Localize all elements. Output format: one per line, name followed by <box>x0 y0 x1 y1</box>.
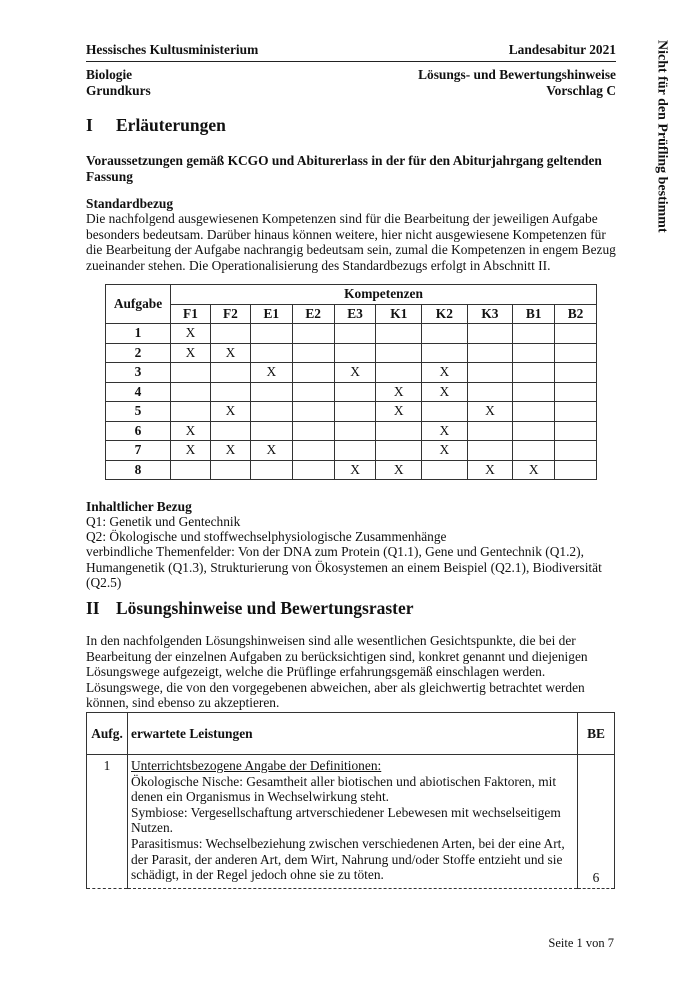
competence-cell <box>250 460 292 480</box>
header-divider <box>86 61 616 62</box>
competence-column-header: K2 <box>422 304 468 324</box>
competence-cell: X <box>210 441 250 461</box>
competence-cell <box>555 363 597 383</box>
col-points-header: BE <box>578 713 615 755</box>
content-fields: verbindliche Themenfelder: Von der DNA zum Protein (Q1.1), Gene und Gentechnik (Q1.2), Humangenetik (Q1.3), Strukturierung von Ökosystemen an einem Beispiel (Q2.1), Biodiversität (Q2.5) <box>86 544 602 591</box>
side-note: Nicht für den Prüfling bestimmt <box>654 40 670 233</box>
competence-cell <box>376 343 422 363</box>
competence-cell: X <box>513 460 555 480</box>
task-number: 5 <box>106 402 171 422</box>
solution-table-header <box>87 713 615 755</box>
competence-cell <box>467 441 513 461</box>
task-column-header: Aufgabe <box>106 285 171 324</box>
competence-cell <box>334 441 376 461</box>
competence-cell: X <box>334 460 376 480</box>
prerequisites: Voraussetzungen gemäß KCGO und Abiturerlass in der für den Abiturjahrgang geltenden Fassung <box>86 153 602 184</box>
task-number: 4 <box>106 382 171 402</box>
col-expected-header: erwartete Leistungen <box>128 713 578 755</box>
competence-cell <box>555 382 597 402</box>
competence-cell <box>376 421 422 441</box>
page-header-line1 <box>86 42 616 58</box>
competence-cell <box>292 343 334 363</box>
standard-heading: Standardbezug <box>86 196 174 211</box>
competence-cell: X <box>422 421 468 441</box>
competence-cell: X <box>334 363 376 383</box>
section-2-heading <box>86 598 414 618</box>
competence-cell <box>292 324 334 344</box>
competence-column-header: K1 <box>376 304 422 324</box>
competence-cell <box>513 382 555 402</box>
competence-column-header: K3 <box>467 304 513 324</box>
competence-table-group-row <box>106 285 597 305</box>
competence-table <box>105 284 597 480</box>
definition-symbiosis: Symbiose: Vergesellschaftung artverschiedener Lebewesen mit wechselseitigem Nutzen. <box>131 804 561 836</box>
page-header-line3 <box>86 83 616 99</box>
competence-cell <box>513 402 555 422</box>
competence-cell: X <box>171 421 211 441</box>
task-number: 6 <box>106 421 171 441</box>
competence-cell <box>210 421 250 441</box>
content-q2: Q2: Ökologische und stoffwechselphysiologische Zusammenhänge <box>86 529 447 544</box>
competence-cell <box>555 402 597 422</box>
competence-cell <box>250 324 292 344</box>
competence-cell <box>422 402 468 422</box>
competence-cell <box>171 382 211 402</box>
competence-cell <box>292 402 334 422</box>
competence-cell <box>422 460 468 480</box>
competence-cell <box>467 421 513 441</box>
competence-cell: X <box>171 324 211 344</box>
competence-cell <box>467 382 513 402</box>
competence-cell <box>422 324 468 344</box>
section-1-heading <box>86 115 226 135</box>
competence-column-header: B1 <box>513 304 555 324</box>
page-number: Seite 1 von 7 <box>548 936 614 950</box>
competence-row <box>106 343 597 363</box>
competence-cell <box>334 324 376 344</box>
competence-cell <box>376 441 422 461</box>
solution-points: 6 <box>578 755 615 889</box>
competence-cell <box>555 421 597 441</box>
competence-cell <box>334 421 376 441</box>
page-header-line2 <box>86 67 616 83</box>
exam-name: Landesabitur 2021 <box>508 42 616 57</box>
competence-cell <box>376 324 422 344</box>
section-1-number: I <box>86 115 93 135</box>
definition-parasitism: Parasitismus: Wechselbeziehung zwischen verschiedenen Arten, bei der eine Art, der Parasit, der anderen Art, dem Wirt, Nahrung und/oder Stoffe entzieht und sie schädigt, in der Regel jedoch ohne sie zu töten. <box>131 835 565 883</box>
competence-cell <box>467 324 513 344</box>
competence-cell <box>513 421 555 441</box>
solution-lead: Unterrichtsbezogene Angabe der Definitionen: <box>131 758 382 773</box>
competence-cell <box>555 460 597 480</box>
competence-cell <box>210 363 250 383</box>
competence-cell <box>513 441 555 461</box>
competence-cell <box>422 343 468 363</box>
competence-row <box>106 402 597 422</box>
competence-cell: X <box>422 441 468 461</box>
section-2-intro: In den nachfolgenden Lösungshinweisen sind alle wesentlichen Gesichtspunkte, die bei der Bearbeitung der einzelnen Aufgaben zu berücksichtigen sind, konkret genannt und diejenigen Lösungswege aufgezeigt, welche die Prüflinge erfahrungsgemäß einschlagen werden. Lösungswege, die von den vorgegebenen abweichen, aber als gleichwertig betrachtet werden können, sind ebenso zu akzeptieren. <box>86 633 588 711</box>
competence-column-header: E2 <box>292 304 334 324</box>
competence-cell <box>334 402 376 422</box>
competence-column-header: F2 <box>210 304 250 324</box>
task-number: 3 <box>106 363 171 383</box>
competence-group-header: Kompetenzen <box>171 285 597 305</box>
competence-cell <box>334 343 376 363</box>
competence-cell <box>171 460 211 480</box>
document-type: Lösungs- und Bewertungshinweise <box>418 67 616 82</box>
competence-row <box>106 441 597 461</box>
definition-niche: Ökologische Nische: Gesamtheit aller biotischen und abiotischen Faktoren, mit denen ein Organismus in Wechselwirkung steht. <box>131 773 557 805</box>
section-2-title: Lösungshinweise und Bewertungsraster <box>116 598 414 618</box>
competence-cell: X <box>250 441 292 461</box>
competence-cell <box>555 441 597 461</box>
competence-cell <box>210 324 250 344</box>
competence-cell <box>467 343 513 363</box>
competence-row <box>106 460 597 480</box>
competence-cell: X <box>422 382 468 402</box>
competence-cell <box>513 363 555 383</box>
competence-cell <box>171 363 211 383</box>
competence-cell <box>250 343 292 363</box>
section-2-number: II <box>86 598 100 618</box>
ministry-name: Hessisches Kultusministerium <box>86 42 259 57</box>
competence-cell <box>292 441 334 461</box>
competence-cell <box>555 343 597 363</box>
competence-column-header: B2 <box>555 304 597 324</box>
course: Grundkurs <box>86 83 151 98</box>
competence-row <box>106 363 597 383</box>
competence-cell: X <box>422 363 468 383</box>
competence-column-header: F1 <box>171 304 211 324</box>
competence-cell <box>171 402 211 422</box>
competence-cell <box>513 324 555 344</box>
competence-cell: X <box>210 343 250 363</box>
competence-cell <box>210 460 250 480</box>
competence-columns-row <box>106 304 597 324</box>
content-heading: Inhaltlicher Bezug <box>86 499 192 514</box>
competence-cell <box>376 363 422 383</box>
competence-row <box>106 382 597 402</box>
competence-cell: X <box>171 441 211 461</box>
competence-cell: X <box>376 382 422 402</box>
col-task-header: Aufg. <box>87 713 128 755</box>
task-number: 1 <box>106 324 171 344</box>
competence-cell <box>292 421 334 441</box>
competence-cell: X <box>210 402 250 422</box>
competence-cell: X <box>467 402 513 422</box>
competence-cell <box>250 402 292 422</box>
competence-cell <box>292 382 334 402</box>
competence-column-header: E3 <box>334 304 376 324</box>
solution-table <box>86 712 615 889</box>
competence-row <box>106 324 597 344</box>
competence-cell <box>555 324 597 344</box>
task-number: 8 <box>106 460 171 480</box>
solution-row <box>87 755 615 889</box>
task-number: 2 <box>106 343 171 363</box>
solution-task-number: 1 <box>87 755 128 889</box>
standard-text: Die nachfolgend ausgewiesenen Kompetenzen sind für die Bearbeitung der jeweiligen Aufgabe besonders bedeutsam. Darüber hinaus können weitere, hier nicht ausgewiesene Kompetenzen für die Bearbeitung der Aufgabe nachrangig bedeutsam sein, zumal die Kompetenzen in engem Bezug zueinander stehen. Die Operationalisierung des Standardbezugs erfolgt in Abschnitt II. <box>86 211 616 273</box>
competence-cell <box>292 460 334 480</box>
subject: Biologie <box>86 67 133 82</box>
task-number: 7 <box>106 441 171 461</box>
section-1-title: Erläuterungen <box>116 115 226 135</box>
competence-cell: X <box>467 460 513 480</box>
competence-row <box>106 421 597 441</box>
competence-cell <box>210 382 250 402</box>
competence-cell <box>250 382 292 402</box>
competence-cell <box>250 421 292 441</box>
competence-cell <box>513 343 555 363</box>
competence-cell: X <box>250 363 292 383</box>
solution-expected <box>128 755 578 889</box>
competence-cell <box>334 382 376 402</box>
competence-cell: X <box>171 343 211 363</box>
competence-column-header: E1 <box>250 304 292 324</box>
proposal: Vorschlag C <box>546 83 616 98</box>
competence-cell <box>467 363 513 383</box>
competence-cell: X <box>376 460 422 480</box>
content-q1: Q1: Genetik und Gentechnik <box>86 514 241 529</box>
competence-cell: X <box>376 402 422 422</box>
competence-cell <box>292 363 334 383</box>
